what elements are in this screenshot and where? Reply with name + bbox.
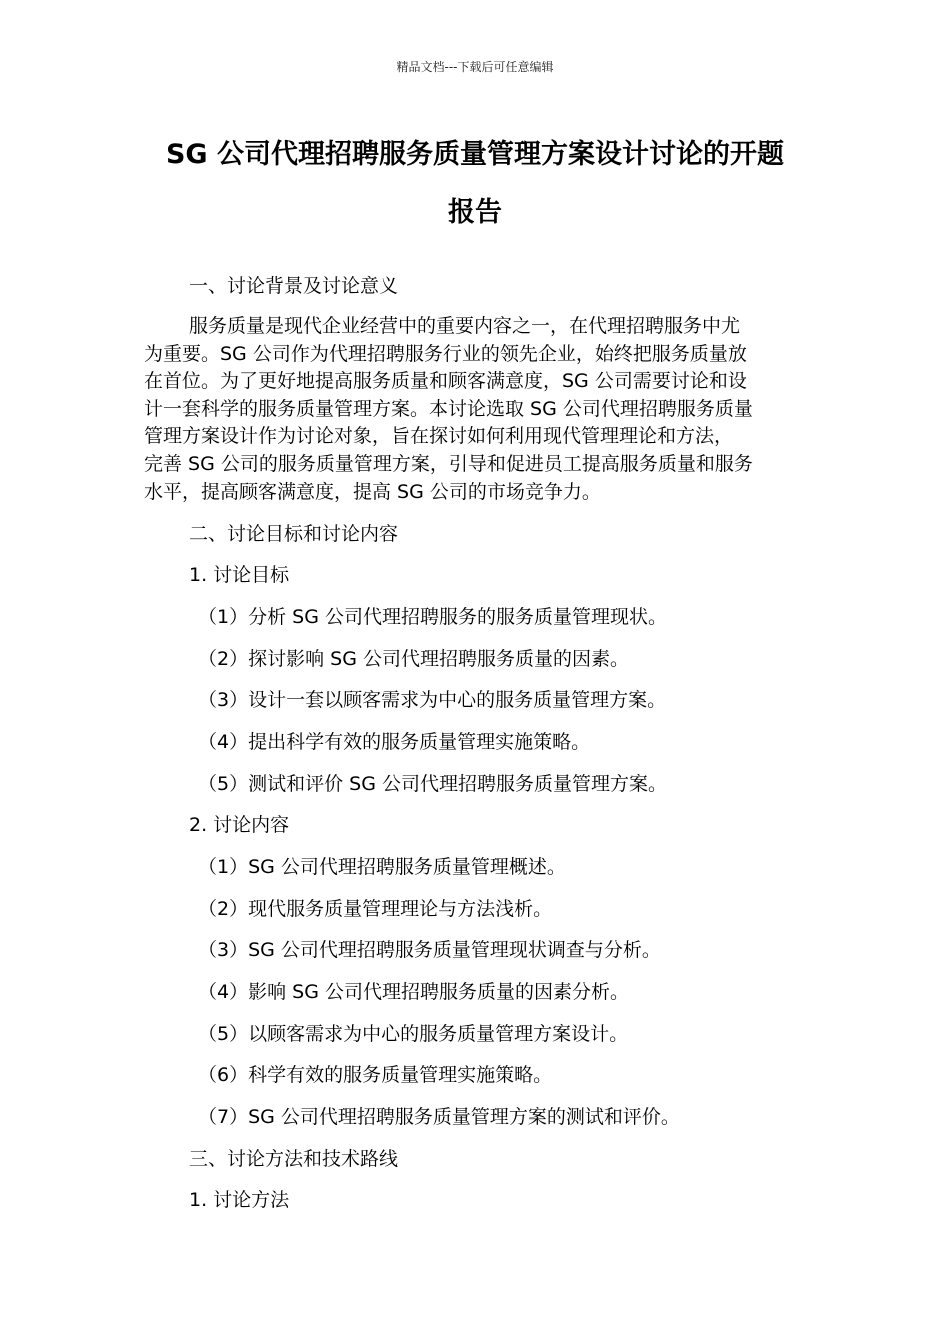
content-item: （6）科学有效的服务质量管理实施策略。 [198,1064,553,1086]
document-title-line-2: 报告 [448,197,502,228]
paragraph-line: 完善 SG 公司的服务质量管理方案，引导和促进员工提高服务质量和服务 [144,452,753,475]
content-item: （3）SG 公司代理招聘服务质量管理现状调查与分析。 [198,939,661,961]
content-item: （1）SG 公司代理招聘服务质量管理概述。 [198,856,566,878]
methods-heading: 1. 讨论方法 [189,1189,290,1211]
section-1-heading: 一、讨论背景及讨论意义 [189,275,399,297]
document-title-line-1: SG 公司代理招聘服务质量管理方案设计讨论的开题 [165,139,784,170]
goal-item: （3）设计一套以顾客需求为中心的服务质量管理方案。 [198,689,667,711]
goal-item: （2）探讨影响 SG 公司代理招聘服务质量的因素。 [198,648,629,670]
paragraph-line: 在首位。为了更好地提高服务质量和顾客满意度，SG 公司需要讨论和设 [144,370,747,393]
content-item: （7）SG 公司代理招聘服务质量管理方案的测试和评价。 [198,1106,680,1128]
content-item: （2）现代服务质量管理理论与方法浅析。 [198,898,553,920]
contents-heading: 2. 讨论内容 [189,814,290,836]
section-1-paragraph [144,313,808,506]
paragraph-line: 计一套科学的服务质量管理方案。本讨论选取 SG 公司代理招聘服务质量 [144,397,753,420]
section-2-heading: 二、讨论目标和讨论内容 [189,523,399,545]
paragraph-line: 服务质量是现代企业经营中的重要内容之一，在代理招聘服务中尤 [189,315,741,337]
goal-item: （5）测试和评价 SG 公司代理招聘服务质量管理方案。 [198,773,667,795]
goal-item: （1）分析 SG 公司代理招聘服务的服务质量管理现状。 [198,606,667,628]
paragraph-line: 为重要。SG 公司作为代理招聘服务行业的领先企业，始终把服务质量放 [144,342,747,365]
content-item: （5）以顾客需求为中心的服务质量管理方案设计。 [198,1023,629,1045]
goals-heading: 1. 讨论目标 [189,564,290,586]
content-item: （4）影响 SG 公司代理招聘服务质量的因素分析。 [198,981,629,1003]
paragraph-line: 水平，提高顾客满意度，提高 SG 公司的市场竞争力。 [144,480,601,503]
goal-item: （4）提出科学有效的服务质量管理实施策略。 [198,731,591,753]
section-3-heading: 三、讨论方法和技术路线 [189,1148,399,1170]
header-note: 精品文档---下载后可任意编辑 [396,60,554,74]
paragraph-line: 管理方案设计作为讨论对象，旨在探讨如何利用现代管理理论和方法， [144,425,734,448]
